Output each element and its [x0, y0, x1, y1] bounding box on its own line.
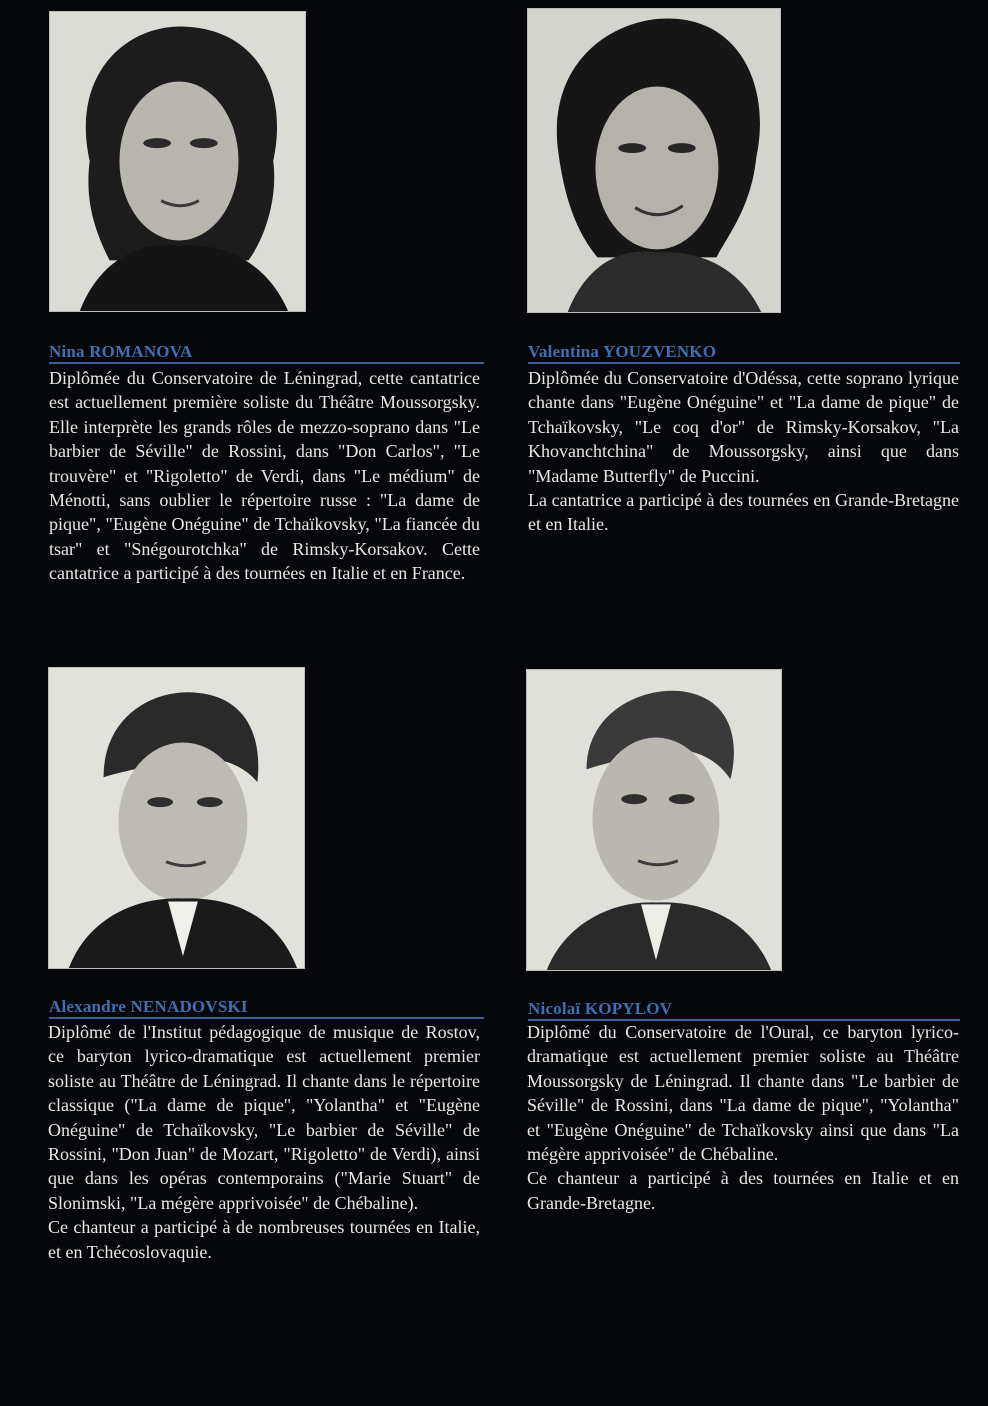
singer-name: Nina ROMANOVA — [49, 342, 193, 361]
portrait-photo-romanova — [49, 11, 306, 312]
portrait-photo-kopylov — [526, 669, 782, 971]
bio-paragraph: Diplômée du Conservatoire d'Odéssa, cette soprano lyrique chante dans "Eugène Onéguine" et "La dame de pique" de Tchaïkovsky, "Le coq d'or" de Rimsky-Korsakov, "La Khovanchtchina" de Moussorgsky, ainsi que dans "Madame Butterfly" de Puccini. — [528, 368, 959, 486]
name-underline — [49, 362, 484, 364]
bio-paragraph: Diplômée du Conservatoire de Léningrad, cette cantatrice est actuellement première soliste du Théâtre Moussorgsky. Elle interprète les grands rôles de mezzo-soprano dans "Le barbier de Séville" de Rossini, dans "Don Carlos", "Le trouvère" et "Rigoletto" de Verdi, dans "Le médium" de Ménotti, sans oublier le répertoire russe : "La dame de pique", "Eugène Onéguine" de Tchaïkovsky, "La fiancée du tsar" et "Snégourotchka" de Rimsky-Korsakov. Cette cantatrice a participé à des tournées en Italie et en France. — [49, 368, 480, 584]
name-underline — [49, 1017, 484, 1019]
bio-paragraph: Diplômé du Conservatoire de l'Oural, ce baryton lyrico-dramatique est actuellement premier soliste au Théâtre Moussorgsky de Léningrad. Il chante dans "Le barbier de Séville" de Rossini, dans "La dame de pique", "Yolantha" et "Eugène Onéguine" de Tchaïkovsky ainsi que dans "La mégère apprivoisée" de Chébaline. — [527, 1022, 959, 1165]
singer-bio — [48, 1020, 480, 1264]
singer-bio — [49, 366, 480, 586]
bio-paragraph: Diplômé de l'Institut pédagogique de musique de Rostov, ce baryton lyrico-dramatique est actuellement premier soliste au Théâtre de Léningrad. Il chante dans le répertoire classique ("La dame de pique", "Yolantha" et "Eugène Onéguine" de Tchaïkovsky, "Le barbier de Séville" de Rossini, "Don Juan" de Mozart, "Rigoletto" de Verdi), ainsi que dans les opéras contemporains ("Marie Stuart" de Slonimski, "La mégère apprivoisée" de Chébaline). — [48, 1022, 480, 1213]
name-underline — [528, 362, 960, 364]
singer-name: Nicolaï KOPYLOV — [528, 999, 673, 1018]
singer-bio — [527, 1020, 959, 1215]
portrait-photo-nenadovski — [48, 667, 305, 969]
singer-bio — [528, 366, 959, 537]
bio-paragraph: Ce chanteur a participé à des tournées en Italie et en Grande-Bretagne. — [527, 1168, 959, 1213]
portrait-photo-youzvenko — [527, 8, 781, 313]
bio-paragraph: Ce chanteur a participé à de nombreuses tournées en Italie, et en Tchécoslovaquie. — [48, 1217, 480, 1262]
bio-paragraph: La cantatrice a participé à des tournées en Grande-Bretagne et en Italie. — [528, 490, 959, 535]
singer-name: Valentina YOUZVENKO — [528, 342, 717, 361]
singer-name: Alexandre NENADOVSKI — [49, 997, 248, 1016]
